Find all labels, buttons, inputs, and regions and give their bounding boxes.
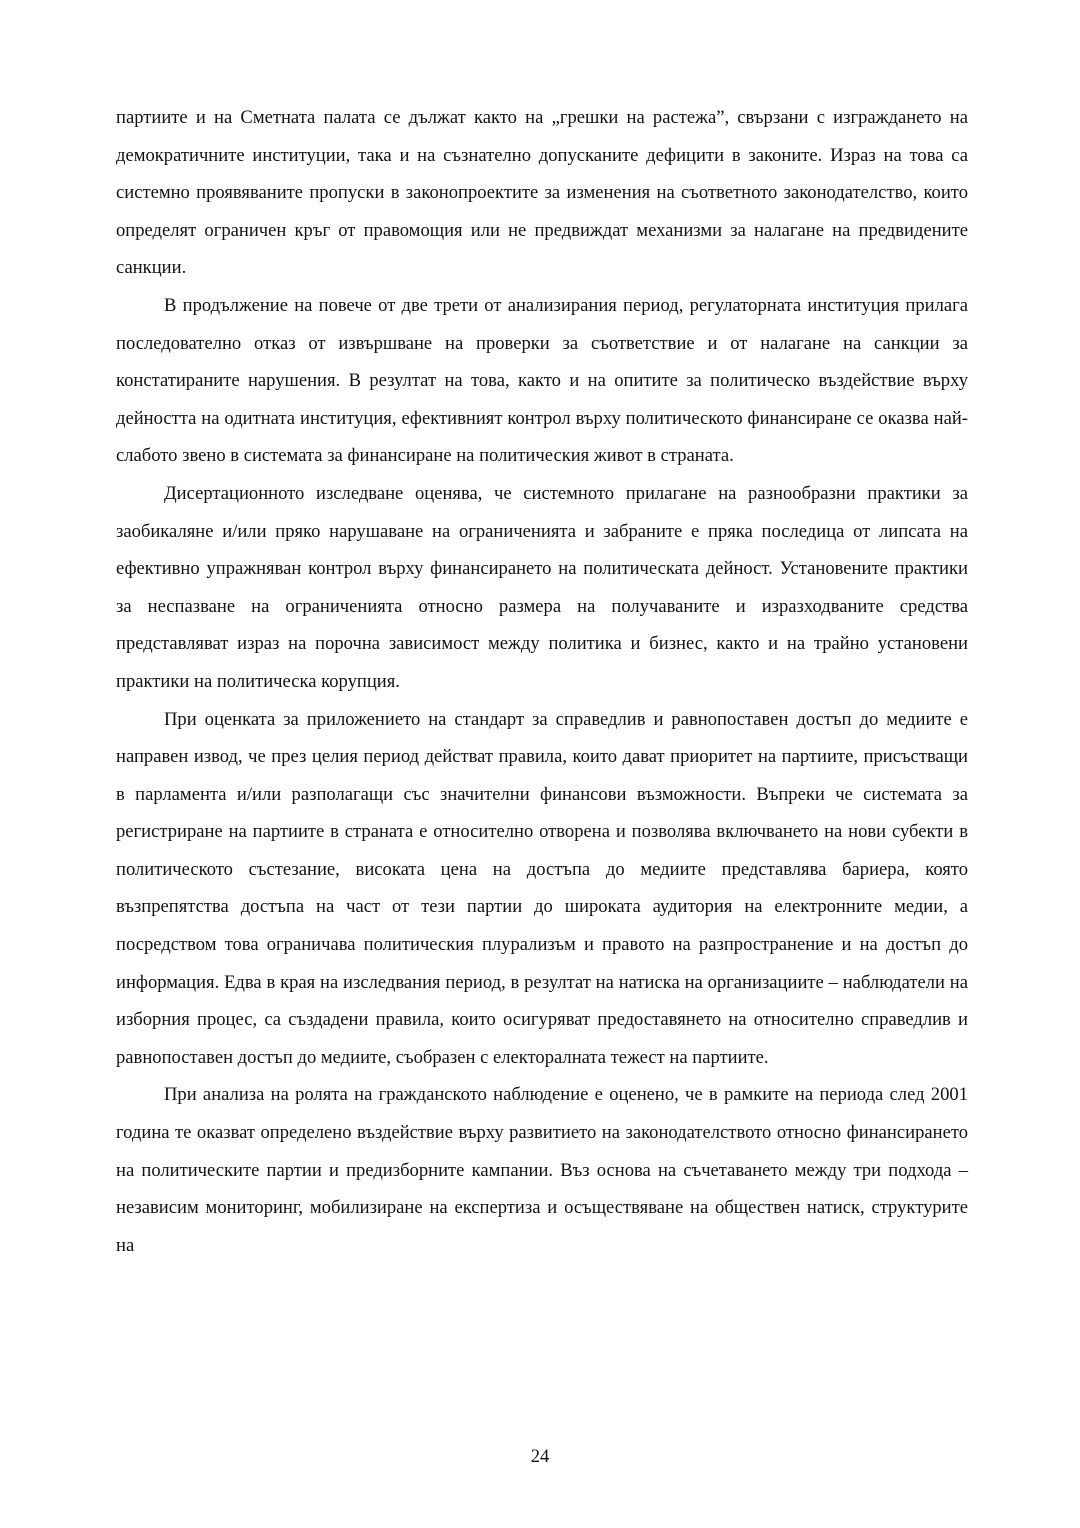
paragraph-5: При анализа на ролята на гражданското наблюдение е оценено, че в рамките на периода след 2001 година те оказват определено въздействие върху развитието на законодателството относно финансирането на политическите партии и предизборните кампании. Въз основа на съчетаването между три подхода – независим мониторинг, мобилизиране на експертиза и осъществяване на обществен натиск, структурите на: [116, 1084, 968, 1256]
paragraph-1: партиите и на Сметната палата се дължат както на „грешки на растежа”, свързани с изграждането на демократичните институции, така и на съзнателно допусканите дефицити в законите. Израз на това са системно проявяваните пропуски в законопроектите за изменения на съответното законодателство, които определят ограничен кръг от правомощия или не предвиждат механизми за налагане на предвидените санкции.: [116, 107, 968, 279]
page-number: 24: [530, 1446, 550, 1467]
paragraph-4: При оценката за приложението на стандарт за справедлив и равнопоставен достъп до медиите е направен извод, че през целия период действат правила, които дават приоритет на партиите, присъстващи в парламента и/или разполагащи със значителни финансови възможности. Въпреки че системата за регистриране на партиите в страната е относително отворена и позволява включването на нови субекти в политическото състезание, високата цена на достъпа до медиите представлява бариера, която възпрепятства достъпа на част от тези партии до широката аудитория на електронните медии, а посредством това ограничава политическия плурализъм и правото на разпространение и на достъп до информация. Едва в края на изследвания период, в резултат на натиска на организациите – наблюдатели на изборния процес, са създадени правила, които осигуряват предоставянето на относително справедлив и равнопоставен достъп до медиите, съобразен с електоралната тежест на партиите.: [116, 708, 968, 1068]
paragraph-3: Дисертационното изследване оценява, че системното прилагане на разнообразни практики за заобикаляне и/или пряко нарушаване на ограниченията и забраните е пряка последица от липсата на ефективно упражняван контрол върху финансирането на политическата дейност. Установените практики за неспазване на ограниченията относно размера на получаваните и изразходваните средства представляват израз на порочна зависимост между политика и бизнес, както и на трайно установени практики на политическа корупция.: [116, 482, 968, 692]
body-text: [116, 99, 968, 1264]
paragraph-2: В продължение на повече от две трети от анализирания период, регулаторната институция прилага последователно отказ от извършване на проверки за съответствие и от налагане на санкции за констатираните нарушения. В резултат на това, както и на опитите за политическо въздействие върху дейността на одитната институция, ефективният контрол върху политическото финансиране се оказва най-слабото звено в системата за финансиране на политическия живот в страната.: [116, 294, 968, 467]
